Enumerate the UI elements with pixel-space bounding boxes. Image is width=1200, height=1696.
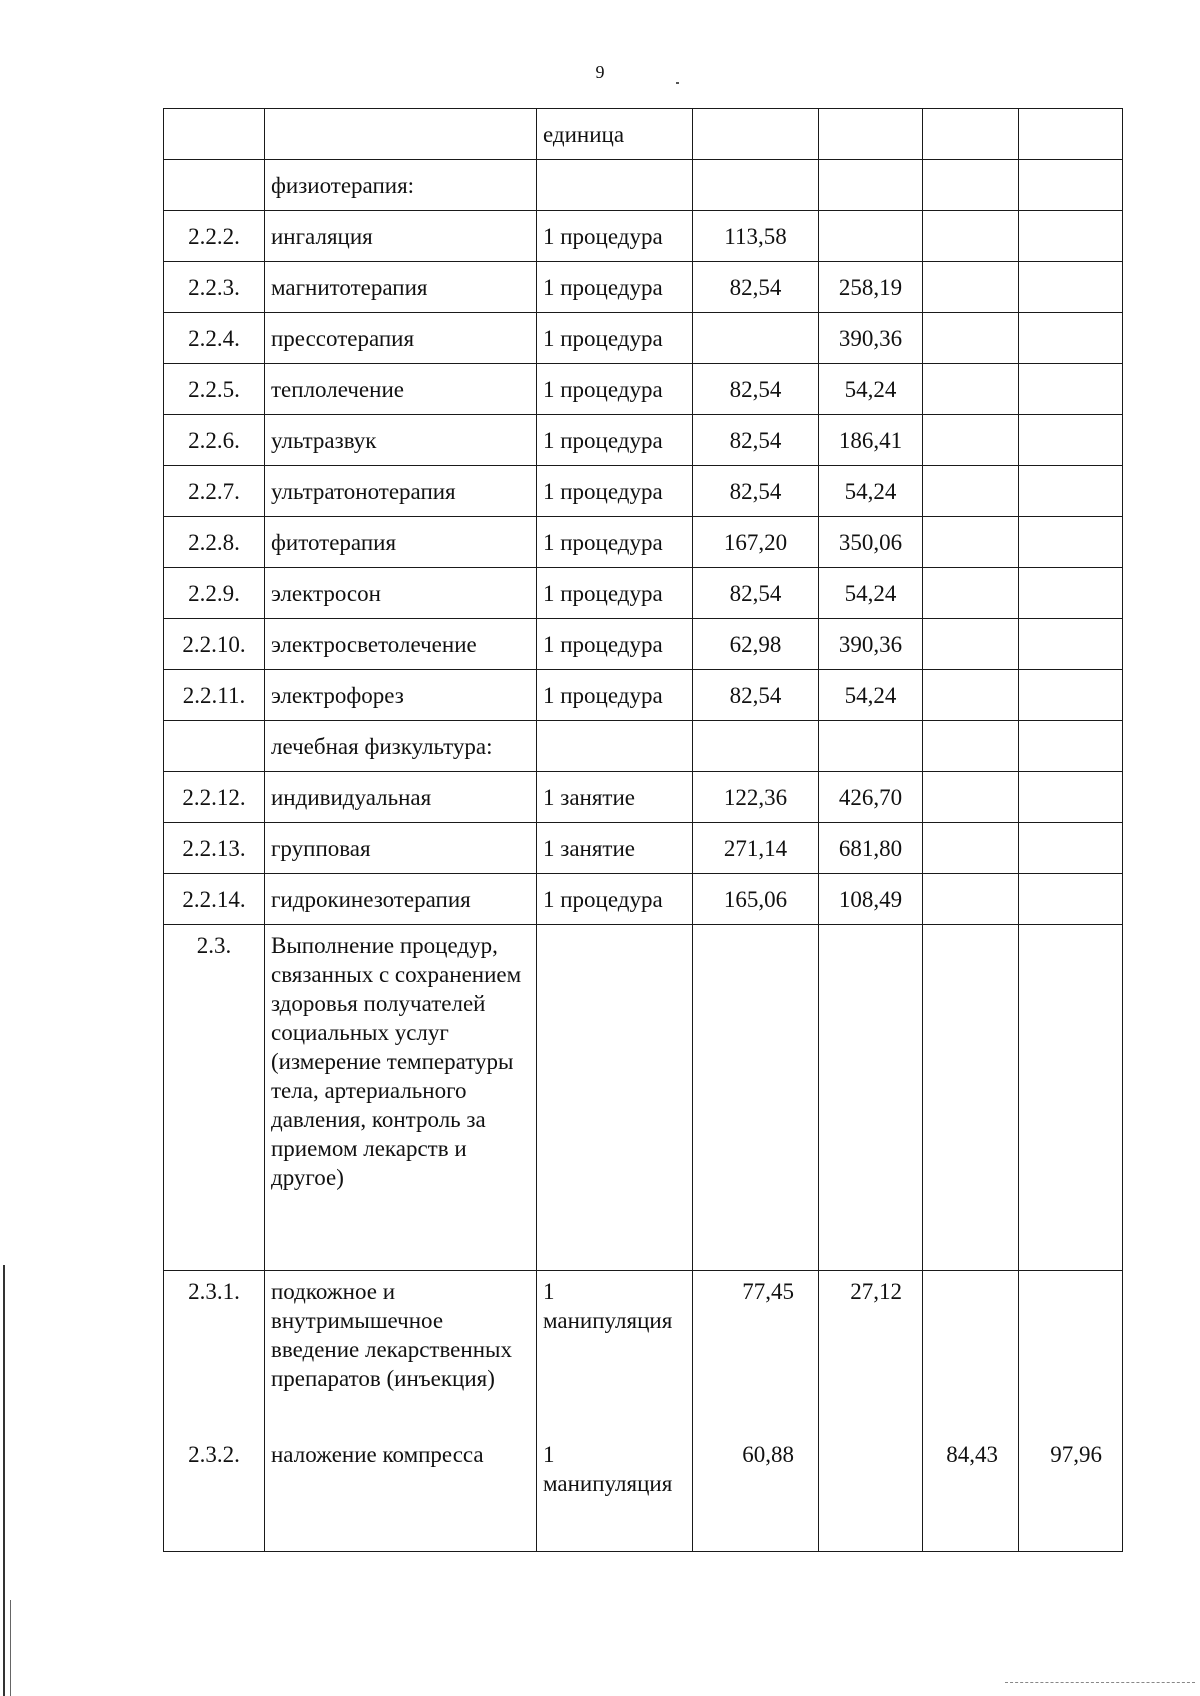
table-row [164,619,1123,670]
row-value-2: 390,36 [819,619,923,670]
row-value-2: 54,24 [819,670,923,721]
table-row [164,721,1123,772]
table-row-2-3-1-2 [164,1271,1123,1552]
row-unit: 1 занятие [537,823,693,874]
row-name: фитотерапия [265,517,537,568]
row-name: прессотерапия [265,313,537,364]
row-name-cell [265,1271,537,1552]
row-value-3 [923,568,1019,619]
row-number: 2.2.10. [164,619,265,670]
row-value-3 [923,211,1019,262]
row-value-3 [923,517,1019,568]
row-value-2: 390,36 [819,313,923,364]
row-unit [537,721,693,772]
row-value-2 [819,211,923,262]
row-name: электросветолечение [265,619,537,670]
row-value-3 [923,109,1019,160]
row-unit-cell [537,1271,693,1552]
row-value-3 [923,160,1019,211]
row-value-2: 681,80 [819,823,923,874]
row-value-4 [1019,109,1123,160]
row-unit: единица [537,109,693,160]
row-value-3 [923,721,1019,772]
row-name: ингаляция [265,211,537,262]
row-unit-2-3-2: 1 манипуляция [543,1442,673,1496]
row-value-4 [1019,925,1123,1271]
row-value-3-2-3-2: 84,43 [946,1442,998,1467]
row-value-1: 82,54 [693,262,819,313]
row-value-4 [1019,262,1123,313]
row-number: 2.2.2. [164,211,265,262]
row-name: электросон [265,568,537,619]
row-number: 2.2.8. [164,517,265,568]
table-row [164,364,1123,415]
row-value-1 [693,721,819,772]
row-name: ультратонотерапия [265,466,537,517]
row-value-1: 113,58 [693,211,819,262]
row-unit: 1 процедура [537,415,693,466]
row-value-3 [923,415,1019,466]
page-number: 9 [595,62,605,82]
row-unit: 1 процедура [537,262,693,313]
row-number: 2.2.3. [164,262,265,313]
table-row [164,109,1123,160]
row-number-2-3-1: 2.3.1. [188,1279,240,1304]
row-name: групповая [265,823,537,874]
row-value-3 [923,823,1019,874]
row-unit: 1 процедура [537,670,693,721]
scan-edge-line [3,1265,5,1696]
row-unit: 1 процедура [537,313,693,364]
table-row [164,313,1123,364]
scan-dot [676,82,679,84]
row-value-2 [819,721,923,772]
row-number-2-3-2: 2.3.2. [188,1442,240,1467]
row-value-3 [923,772,1019,823]
row-value-2: 186,41 [819,415,923,466]
row-value-2-2-3-1: 27,12 [850,1279,902,1304]
row-unit: 1 процедура [537,466,693,517]
row-name: индивидуальная [265,772,537,823]
row-value-3 [923,466,1019,517]
row-value-4 [1019,874,1123,925]
row-value-2: 54,24 [819,568,923,619]
row-value-3 [923,262,1019,313]
row-value-4 [1019,415,1123,466]
table-row [164,160,1123,211]
table-row-2-3 [164,925,1123,1271]
row-value-3-cell [923,1271,1019,1552]
row-number [164,721,265,772]
row-value-2: 54,24 [819,364,923,415]
table-row [164,466,1123,517]
row-value-1: 82,54 [693,364,819,415]
row-number [164,109,265,160]
table-row [164,262,1123,313]
row-value-1: 82,54 [693,466,819,517]
row-name: электрофорез [265,670,537,721]
row-name-2-3-2: наложение компресса [271,1442,484,1467]
row-value-2: 258,19 [819,262,923,313]
table-body [164,109,1123,1552]
row-value-4 [1019,823,1123,874]
row-unit [537,925,693,1271]
row-number: 2.2.5. [164,364,265,415]
row-value-2: 426,70 [819,772,923,823]
table-row [164,415,1123,466]
row-number: 2.2.14. [164,874,265,925]
row-unit: 1 процедура [537,568,693,619]
row-value-2 [819,160,923,211]
table-row [164,517,1123,568]
row-number: 2.2.12. [164,772,265,823]
row-value-4 [1019,670,1123,721]
scan-bottom-mark [1005,1682,1195,1684]
row-unit: 1 процедура [537,364,693,415]
row-value-1-2-3-2: 60,88 [742,1442,794,1467]
row-value-1-2-3-1: 77,45 [742,1279,794,1304]
row-value-4 [1019,721,1123,772]
row-number: 2.2.7. [164,466,265,517]
row-value-3 [923,874,1019,925]
row-name-2-3-1: подкожное и внутримышечное введение лекарственных препаратов (инъекция) [271,1279,512,1391]
row-value-1 [693,160,819,211]
row-number [164,160,265,211]
table-row [164,670,1123,721]
row-value-4-2-3-2: 97,96 [1050,1442,1102,1467]
row-number: 2.3. [164,925,265,1271]
row-name: физиотерапия: [265,160,537,211]
row-value-2-cell [819,1271,923,1552]
row-value-1 [693,925,819,1271]
row-value-3 [923,670,1019,721]
row-value-3 [923,364,1019,415]
row-value-1 [693,109,819,160]
row-value-2: 54,24 [819,466,923,517]
row-value-4 [1019,466,1123,517]
row-number: 2.2.13. [164,823,265,874]
row-number: 2.2.9. [164,568,265,619]
row-value-2 [819,109,923,160]
row-unit: 1 процедура [537,874,693,925]
row-value-1 [693,313,819,364]
row-value-4 [1019,211,1123,262]
row-value-1: 271,14 [693,823,819,874]
row-value-1: 82,54 [693,670,819,721]
row-name: магнитотерапия [265,262,537,313]
row-value-4-2-3-1 [1025,1277,1102,1422]
row-value-3-2-3-1 [929,1277,998,1422]
table-row [164,823,1123,874]
table-row [164,568,1123,619]
row-value-1: 167,20 [693,517,819,568]
row-name: теплолечение [265,364,537,415]
row-value-2 [819,925,923,1271]
row-value-3 [923,313,1019,364]
row-number-cell [164,1271,265,1552]
row-unit-2-3-1: 1 манипуляция [543,1279,673,1333]
row-number: 2.2.11. [164,670,265,721]
row-value-4 [1019,619,1123,670]
row-value-4 [1019,772,1123,823]
row-value-1: 122,36 [693,772,819,823]
row-number: 2.2.4. [164,313,265,364]
row-name [265,109,537,160]
table-row [164,874,1123,925]
tariff-table [163,108,1123,1552]
row-value-2: 350,06 [819,517,923,568]
row-unit: 1 процедура [537,619,693,670]
row-name: лечебная физкультура: [265,721,537,772]
row-value-4 [1019,517,1123,568]
scan-edge-line-secondary [10,1600,11,1696]
row-name: гидрокинезотерапия [265,874,537,925]
row-unit [537,160,693,211]
row-value-4 [1019,160,1123,211]
row-number: 2.2.6. [164,415,265,466]
row-value-4 [1019,568,1123,619]
row-value-1: 165,06 [693,874,819,925]
row-unit: 1 процедура [537,517,693,568]
table-row [164,772,1123,823]
row-name: ультразвук [265,415,537,466]
row-value-1-cell [693,1271,819,1552]
row-value-1: 82,54 [693,415,819,466]
row-value-4 [1019,364,1123,415]
table-row [164,211,1123,262]
row-unit: 1 занятие [537,772,693,823]
row-value-1: 82,54 [693,568,819,619]
row-unit: 1 процедура [537,211,693,262]
row-value-3 [923,619,1019,670]
row-value-2: 108,49 [819,874,923,925]
row-name: Выполнение процедур, связанных с сохранением здоровья получателей социальных услуг (измерение температуры тела, артериального давления, контроль за приемом лекарств и другое) [265,925,537,1271]
row-value-1: 62,98 [693,619,819,670]
row-value-3 [923,925,1019,1271]
row-value-4 [1019,313,1123,364]
row-value-4-cell [1019,1271,1123,1552]
